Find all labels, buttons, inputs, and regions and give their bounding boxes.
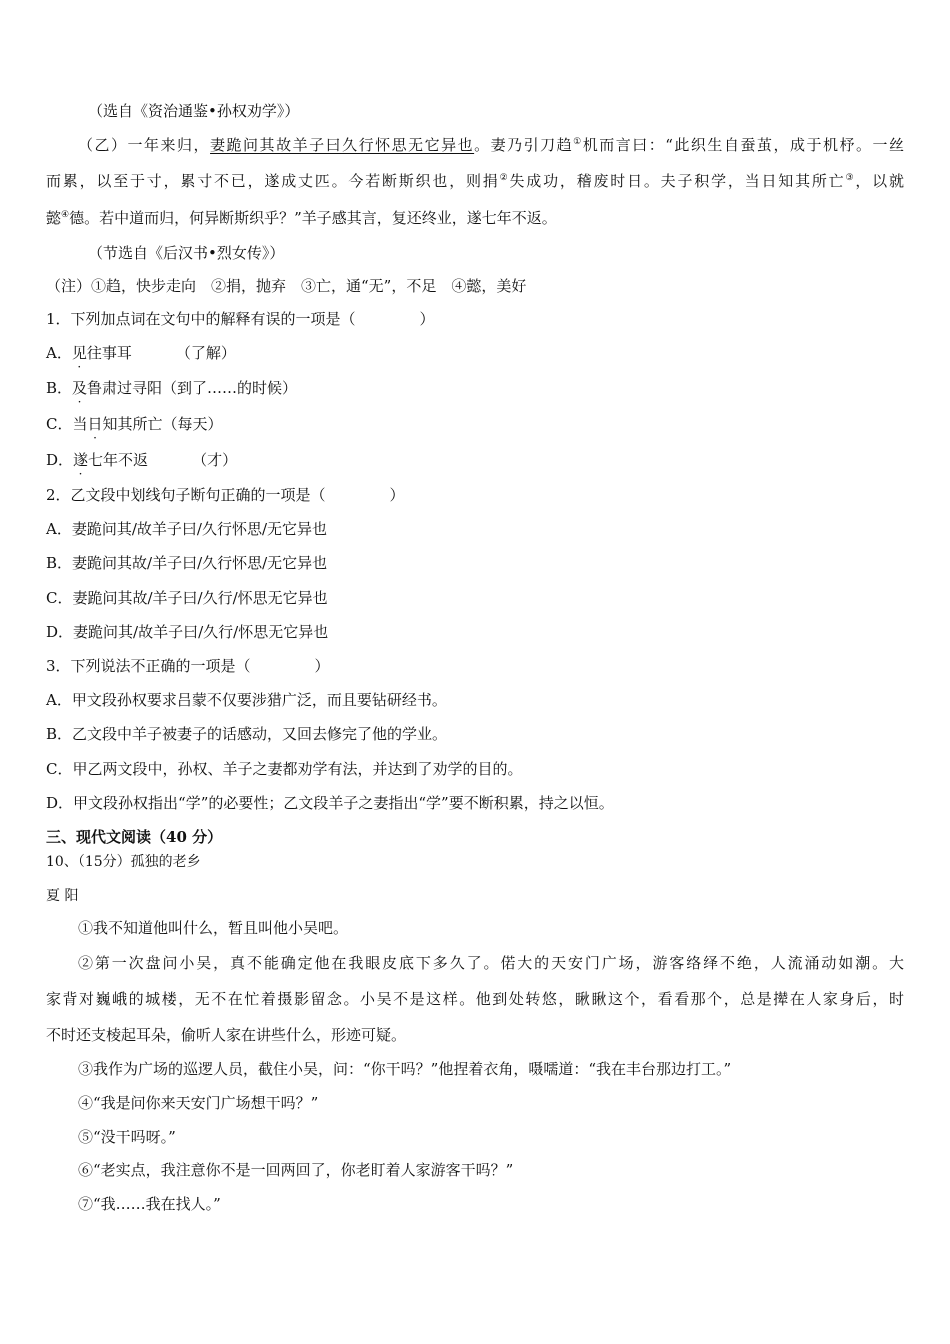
option-text: 往事耳 <box>86 344 132 362</box>
note-marker-4: ④ <box>61 210 70 220</box>
passage-b-source: （节选自《后汉书•烈女传》） <box>88 244 285 262</box>
q1-option-d <box>46 450 237 470</box>
story-paragraph-4: ④“我是问你来天安门广场想干吗？” <box>78 1094 319 1112</box>
story-paragraph-2-line-3: 不时还支棱起耳朵，偷听人家在讲些什么，形迹可疑。 <box>46 1026 407 1044</box>
q10-title: 10、（15分）孤独的老乡 <box>46 854 201 870</box>
passage-a-source: （选自《资治通鉴•孙权劝学》） <box>88 102 300 120</box>
q1-option-c <box>46 414 223 434</box>
dotted-word: 及 <box>72 379 88 397</box>
option-gloss: （了解） <box>175 344 236 362</box>
q1-stem <box>46 309 435 329</box>
story-paragraph-6: ⑥“老实点，我注意你不是一回两回了，你老盯着人家游客干吗？” <box>78 1161 514 1179</box>
passage-b-text: 机而言曰：“此织生自蚕茧，成于机杼。一丝 <box>582 136 904 154</box>
option-text: 知其所亡（每天） <box>102 415 223 433</box>
q3-stem <box>46 656 330 676</box>
q1-stem-text: 1．下列加点词在文句中的解释有误的一项是（ <box>46 310 356 328</box>
option-text: 七年不返 <box>88 451 149 469</box>
note-marker-1: ① <box>573 137 583 147</box>
passage-b-prefix: （乙）一年来归， <box>78 136 211 154</box>
story-paragraph-2-line-1: ②第一次盘问小吴，真不能确定他在我眼皮底下多久了。偌大的天安门广场，游客络绎不绝，人流涌动如潮。大 <box>78 954 904 972</box>
q2-option-c: C．妻跪问其故/羊子曰/久行/怀思无它异也 <box>46 589 328 607</box>
q2-option-d: D．妻跪问其/故羊子曰/久行/怀思无它异也 <box>46 623 329 641</box>
option-letter: A． <box>46 344 72 362</box>
passage-b-text: 失成功，稽废时日。夫子积学，当日知其所亡 <box>509 172 846 190</box>
q3-option-d: D．甲文段孙权指出“学”的必要性；乙文段羊子之妻指出“学”要不断积累，持之以恒。 <box>46 794 614 812</box>
story-paragraph-1: ①我不知道他叫什么，暂且叫他小吴吧。 <box>78 919 349 937</box>
q2-stem-close: ） <box>389 486 405 504</box>
underlined-sentence: 妻跪问其故羊子曰久行怀思无它异也 <box>210 136 475 154</box>
note-marker-3: ③ <box>845 173 856 183</box>
note-marker-2: ② <box>499 173 510 183</box>
option-letter: C． <box>46 415 73 433</box>
story-paragraph-7: ⑦“我……我在找人。” <box>78 1195 221 1213</box>
dotted-word: 遂 <box>73 451 89 469</box>
q2-stem <box>46 485 405 505</box>
option-letter: D． <box>46 451 74 469</box>
q3-stem-text: 3．下列说法不正确的一项是（ <box>46 657 251 675</box>
q3-option-b: B．乙文段中羊子被妻子的话感动，又回去修完了他的学业。 <box>46 725 448 743</box>
passage-b-line-3 <box>46 208 557 228</box>
q3-stem-close: ） <box>314 657 330 675</box>
passage-b-text: ，以就 <box>855 172 904 190</box>
story-paragraph-3: ③我作为广场的巡逻人员，截住小吴，问：“你干吗？”他捏着衣角，嗫嚅道：“我在丰台那边打工。” <box>78 1060 732 1078</box>
q1-option-b <box>46 378 297 398</box>
option-letter: B． <box>46 379 73 397</box>
q2-option-a: A．妻跪问其/故羊子曰/久行怀思/无它异也 <box>46 520 327 538</box>
dotted-word: 日 <box>87 415 103 433</box>
q3-option-a: A．甲文段孙权要求吕蒙不仅要涉猎广泛，而且要钻研经书。 <box>46 691 447 709</box>
section-3-title: 三、现代文阅读（40 分） <box>46 828 223 846</box>
story-author: 夏 阳 <box>46 888 79 904</box>
q1-option-a <box>46 343 236 363</box>
passage-b-text: 。妻乃引刀趋 <box>474 136 574 154</box>
story-paragraph-2-line-2: 家背对巍峨的城楼，无不在忙着摄影留念。小吴不是这样。他到处转悠，瞅瞅这个，看看那个，总是撵在人家身后，时 <box>46 990 904 1008</box>
q1-stem-close: ） <box>419 310 435 328</box>
passage-b-line-2 <box>46 171 904 191</box>
dotted-word: 见 <box>71 344 87 362</box>
passage-b-line-1 <box>78 135 904 155</box>
option-text: 当 <box>72 415 88 433</box>
q2-option-b: B．妻跪问其故/羊子曰/久行怀思/无它异也 <box>46 554 328 572</box>
q3-option-c: C．甲乙两文段中，孙权、羊子之妻都劝学有法，并达到了劝学的目的。 <box>46 760 523 778</box>
option-gloss: （才） <box>192 451 238 469</box>
passage-b-text: 懿 <box>46 209 62 227</box>
q2-stem-text: 2．乙文段中划线句子断句正确的一项是（ <box>46 486 326 504</box>
passage-b-text: 而累，以至于寸，累寸不已，遂成丈匹。今若断斯织也，则捐 <box>46 172 500 190</box>
passage-b-text: 德。若中道而归，何异断斯织乎？”羊子感其言，复还终业，遂七年不返。 <box>69 209 557 227</box>
story-paragraph-5: ⑤“没干吗呀。” <box>78 1128 176 1146</box>
option-text: 鲁肃过寻阳（到了……的时候） <box>87 379 298 397</box>
annotation-notes: （注）①趋，快步走向 ②捐，抛弃 ③亡，通“无”，不足 ④懿，美好 <box>46 277 527 295</box>
